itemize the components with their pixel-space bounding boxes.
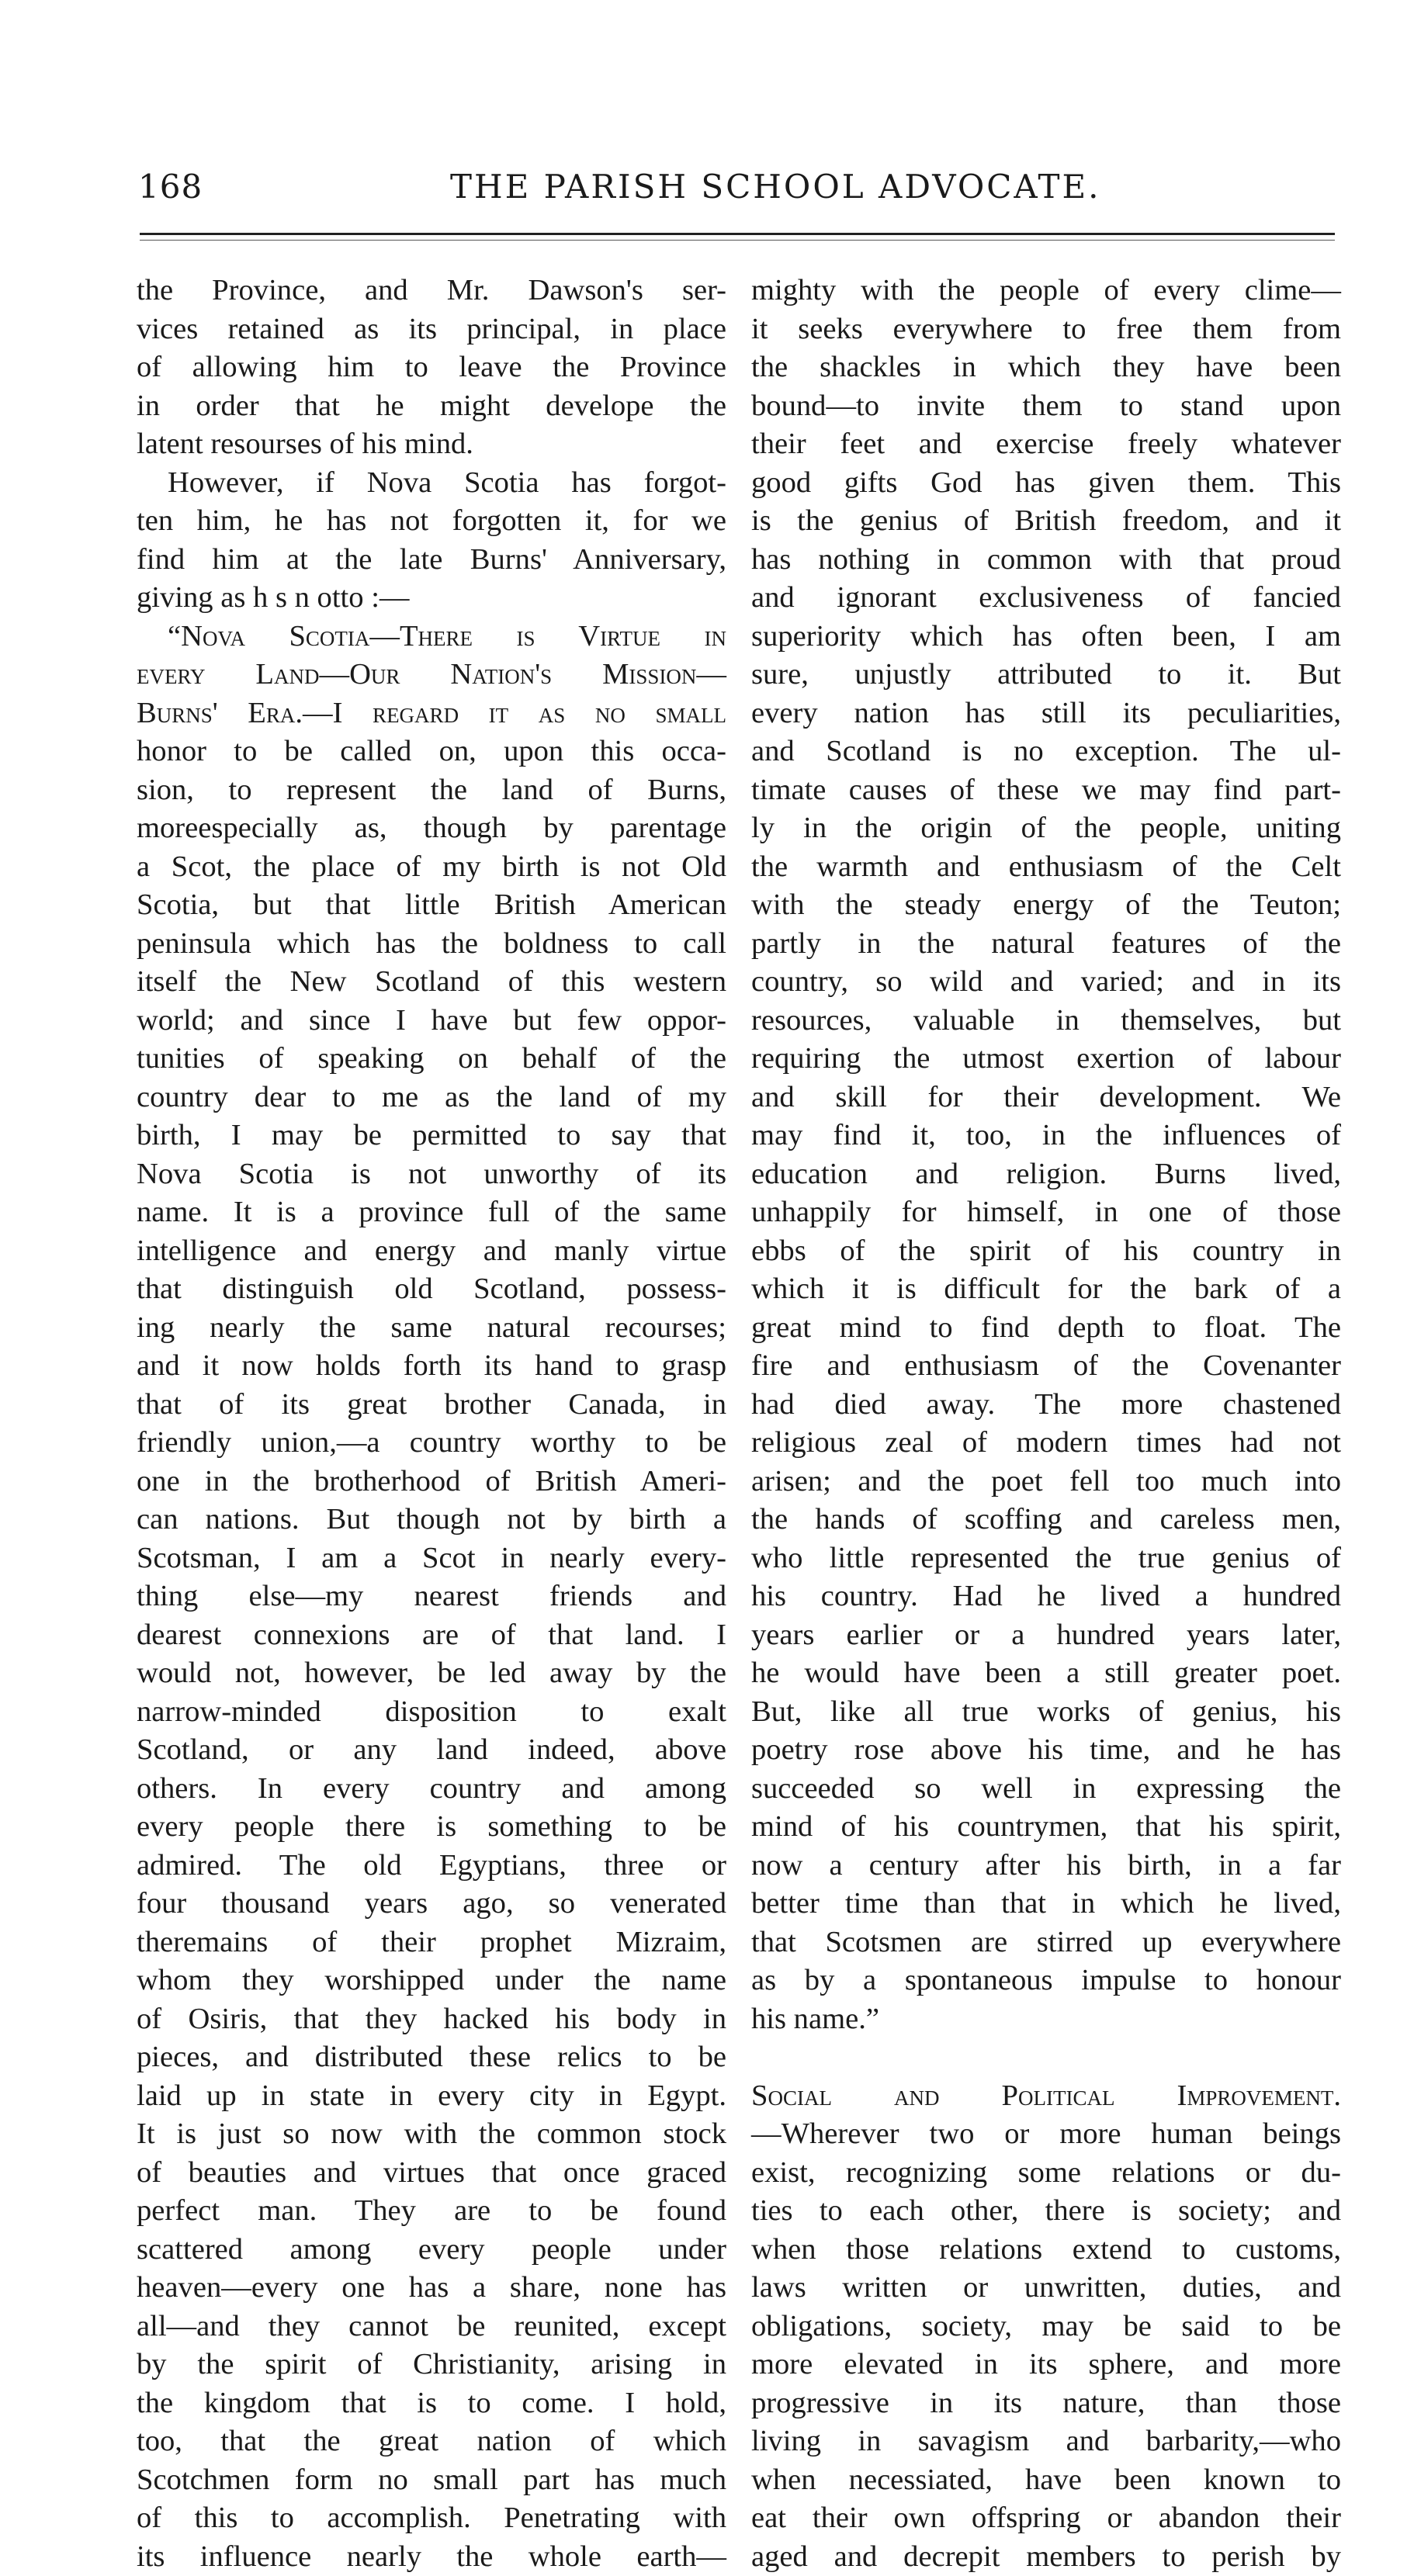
text-line: and Scotland is no exception. The ul-: [751, 732, 1341, 771]
text-line: “Nova Scotia—There is Virtue in: [137, 618, 726, 656]
text-line: Scotland, or any land indeed, above: [137, 1731, 726, 1770]
text-line: thing else—my nearest friends and: [137, 1577, 726, 1616]
text-line: Nova Scotia is not unworthy of its: [137, 1155, 726, 1194]
text-line: laid up in state in every city in Egypt.: [137, 2077, 726, 2116]
text-line: more elevated in its sphere, and more: [751, 2346, 1341, 2384]
text-line: others. In every country and among: [137, 1770, 726, 1809]
text-line: sure, unjustly attributed to it. But: [751, 656, 1341, 694]
text-line: years earlier or a hundred years later,: [751, 1616, 1341, 1655]
text-line: four thousand years ago, so venerated: [137, 1885, 726, 1923]
page-header: [0, 168, 1414, 222]
text-line: education and religion. Burns lived,: [751, 1155, 1341, 1194]
text-line: pieces, and distributed these relics to be: [137, 2038, 726, 2077]
text-line: latent resourses of his mind.: [137, 425, 726, 464]
text-line: superiority which has often been, I am: [751, 618, 1341, 656]
text-line: peninsula which has the boldness to call: [137, 925, 726, 964]
text-line: find him at the late Burns' Anniversary,: [137, 541, 726, 580]
text-line: vices retained as its principal, in place: [137, 310, 726, 349]
text-line: birth, I may be permitted to say that: [137, 1117, 726, 1155]
text-line: succeeded so well in expressing the: [751, 1770, 1341, 1809]
text-line: it seeks everywhere to free them from: [751, 310, 1341, 349]
text-line: can nations. But though not by birth a: [137, 1501, 726, 1539]
text-line: fire and enthusiasm of the Covenanter: [751, 1347, 1341, 1386]
text-line: now a century after his birth, in a far: [751, 1847, 1341, 1885]
text-line: obligations, society, may be said to be: [751, 2308, 1341, 2346]
text-line: and it now holds forth its hand to grasp: [137, 1347, 726, 1386]
text-line: name. It is a province full of the same: [137, 1193, 726, 1232]
text-line: honor to be called on, upon this occa-: [137, 732, 726, 771]
text-line: giving as h s n otto :—: [137, 579, 726, 618]
text-line: ing nearly the same natural recourses;: [137, 1309, 726, 1348]
text-line: requiring the utmost exertion of labour: [751, 1040, 1341, 1079]
page-number: 168: [138, 168, 203, 206]
text-line: the warmth and enthusiasm of the Celt: [751, 848, 1341, 887]
text-line: and skill for their development. We: [751, 1079, 1341, 1117]
text-line: their feet and exercise freely whatever: [751, 425, 1341, 464]
text-line: But, like all true works of genius, his: [751, 1693, 1341, 1732]
text-line: had died away. The more chastened: [751, 1386, 1341, 1425]
text-line: perfect man. They are to be found: [137, 2192, 726, 2231]
text-line: his country. Had he lived a hundred: [751, 1577, 1341, 1616]
text-line: heaven—every one has a share, none has: [137, 2269, 726, 2308]
text-line: eat their own offspring or abandon their: [751, 2499, 1341, 2538]
text-line: a Scot, the place of my birth is not Old: [137, 848, 726, 887]
text-line: country dear to me as the land of my: [137, 1079, 726, 1117]
text-line: dearest connexions are of that land. I: [137, 1616, 726, 1655]
text-line: that of its great brother Canada, in: [137, 1386, 726, 1425]
text-line: intelligence and energy and manly virtue: [137, 1232, 726, 1271]
text-line: mighty with the people of every clime—: [751, 272, 1341, 310]
text-line: sion, to represent the land of Burns,: [137, 771, 726, 810]
text-line: the hands of scoffing and careless men,: [751, 1501, 1341, 1539]
left-column: [137, 272, 726, 2576]
text-line: living in savagism and barbarity,—who: [751, 2422, 1341, 2461]
text-line: has nothing in common with that proud: [751, 541, 1341, 580]
text-line: would not, however, be led away by the: [137, 1654, 726, 1693]
text-line: friendly union,—a country worthy to be: [137, 1424, 726, 1463]
text-line: laws written or unwritten, duties, and: [751, 2269, 1341, 2308]
text-line: Scotchmen form no small part has much: [137, 2461, 726, 2500]
text-line: bound—to invite them to stand upon: [751, 387, 1341, 426]
text-line: who little represented the true genius of: [751, 1539, 1341, 1578]
text-line: scattered among every people under: [137, 2231, 726, 2270]
text-line: It is just so now with the common stock: [137, 2115, 726, 2154]
text-line: the shackles in which they have been: [751, 348, 1341, 387]
text-line: is the genius of British freedom, and it: [751, 502, 1341, 541]
text-line: he would have been a still greater poet.: [751, 1654, 1341, 1693]
text-line: ten him, he has not forgotten it, for we: [137, 502, 726, 541]
text-line: itself the New Scotland of this western: [137, 963, 726, 1002]
text-line: unhappily for himself, in one of those: [751, 1193, 1341, 1232]
text-line: better time than that in which he lived,: [751, 1885, 1341, 1923]
text-line: every people there is something to be: [137, 1808, 726, 1847]
text-line: every Land—Our Nation's Mission—: [137, 656, 726, 694]
text-line: one in the brotherhood of British Ameri-: [137, 1463, 726, 1501]
text-line: arisen; and the poet fell too much into: [751, 1463, 1341, 1501]
text-line: every nation has still its peculiarities,: [751, 694, 1341, 733]
text-line: great mind to find depth to float. The: [751, 1309, 1341, 1348]
text-line: ebbs of the spirit of his country in: [751, 1232, 1341, 1271]
text-line: may find it, too, in the influences of: [751, 1117, 1341, 1155]
text-line: Scotsman, I am a Scot in nearly every-: [137, 1539, 726, 1578]
right-column: [751, 272, 1341, 2576]
text-line: whom they worshipped under the name: [137, 1961, 726, 2000]
paragraph-gap: [751, 2038, 1341, 2077]
text-line: of allowing him to leave the Province: [137, 348, 726, 387]
text-line: by the spirit of Christianity, arising in: [137, 2346, 726, 2384]
text-line: when necessiated, have been known to: [751, 2461, 1341, 2500]
text-line: poetry rose above his time, and he has: [751, 1731, 1341, 1770]
text-line: country, so wild and varied; and in its: [751, 963, 1341, 1002]
text-line: with the steady energy of the Teuton;: [751, 886, 1341, 925]
text-line: and ignorant exclusiveness of fancied: [751, 579, 1341, 618]
text-line: Burns' Era.—I regard it as no small: [137, 694, 726, 733]
text-line: narrow-minded disposition to exalt: [137, 1693, 726, 1732]
text-line: which it is difficult for the bark of a: [751, 1270, 1341, 1309]
text-line: Social and Political Improvement.: [751, 2077, 1341, 2116]
text-line: when those relations extend to customs,: [751, 2231, 1341, 2270]
text-line: partly in the natural features of the: [751, 925, 1341, 964]
text-line: good gifts God has given them. This: [751, 464, 1341, 503]
text-line: its influence nearly the whole earth—: [137, 2538, 726, 2576]
text-line: of beauties and virtues that once graced: [137, 2154, 726, 2193]
text-line: tunities of speaking on behalf of the: [137, 1040, 726, 1079]
text-line: —Wherever two or more human beings: [751, 2115, 1341, 2154]
text-line: moreespecially as, though by parentage: [137, 809, 726, 848]
text-line: ly in the origin of the people, uniting: [751, 809, 1341, 848]
text-line: all—and they cannot be reunited, except: [137, 2308, 726, 2346]
text-line: of this to accomplish. Penetrating with: [137, 2499, 726, 2538]
text-line: world; and since I have but few oppor-: [137, 1002, 726, 1040]
text-line: exist, recognizing some relations or du-: [751, 2154, 1341, 2193]
text-line: too, that the great nation of which: [137, 2422, 726, 2461]
text-line: that distinguish old Scotland, possess-: [137, 1270, 726, 1309]
text-line: resources, valuable in themselves, but: [751, 1002, 1341, 1040]
text-line: Scotia, but that little British American: [137, 886, 726, 925]
text-line: aged and decrepit members to perish by: [751, 2538, 1341, 2576]
text-line: his name.”: [751, 2000, 1341, 2039]
text-line: the kingdom that is to come. I hold,: [137, 2384, 726, 2423]
text-line: theremains of their prophet Mizraim,: [137, 1923, 726, 1962]
header-rule: [140, 233, 1335, 241]
text-line: as by a spontaneous impulse to honour: [751, 1961, 1341, 2000]
text-line: religious zeal of modern times had not: [751, 1424, 1341, 1463]
text-line: progressive in its nature, than those: [751, 2384, 1341, 2423]
text-line: mind of his countrymen, that his spirit,: [751, 1808, 1341, 1847]
text-line: admired. The old Egyptians, three or: [137, 1847, 726, 1885]
text-line: However, if Nova Scotia has forgot-: [137, 464, 726, 503]
text-line: in order that he might develope the: [137, 387, 726, 426]
text-line: timate causes of these we may find part-: [751, 771, 1341, 810]
text-line: of Osiris, that they hacked his body in: [137, 2000, 726, 2039]
text-line: ties to each other, there is society; and: [751, 2192, 1341, 2231]
text-line: the Province, and Mr. Dawson's ser-: [137, 272, 726, 310]
running-title: THE PARISH SCHOOL ADVOCATE.: [450, 168, 1100, 206]
text-line: that Scotsmen are stirred up everywhere: [751, 1923, 1341, 1962]
